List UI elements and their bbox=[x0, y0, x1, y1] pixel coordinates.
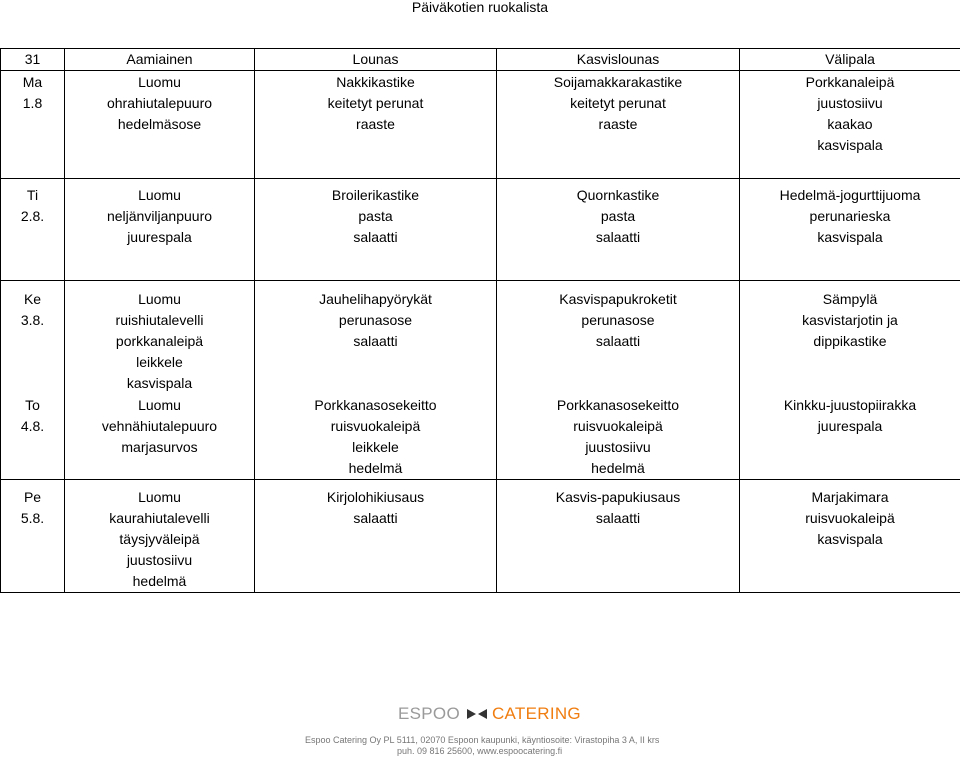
menu-item: kasvispala bbox=[817, 137, 883, 153]
menu-item: juurespala bbox=[127, 229, 192, 245]
menu-item: Kirjolohikiusaus bbox=[326, 489, 425, 505]
menu-day-row bbox=[1, 71, 960, 179]
menu-item: Porkkanasosekeitto bbox=[556, 397, 680, 413]
footer-address bbox=[305, 735, 665, 757]
aamiainen-cell bbox=[65, 394, 255, 480]
menu-item: hedelmäsose bbox=[117, 116, 202, 132]
menu-item: Sämpylä bbox=[822, 291, 878, 307]
menu-item: Jauhelihapyörykät bbox=[319, 291, 432, 307]
menu-item: leikkele bbox=[352, 439, 399, 455]
menu-item: Luomu bbox=[138, 489, 181, 505]
aamiainen-cell bbox=[65, 480, 255, 593]
lounas-cell bbox=[255, 179, 497, 281]
menu-item: porkkanaleipä bbox=[115, 333, 204, 349]
day-label: 4.8. bbox=[20, 418, 45, 434]
valipala-cell bbox=[740, 394, 960, 480]
day-cell bbox=[1, 281, 65, 395]
menu-item: marjasurvos bbox=[121, 439, 198, 455]
day-cell bbox=[1, 394, 65, 480]
menu-item: hedelmä bbox=[348, 460, 403, 476]
menu-item: Luomu bbox=[138, 74, 181, 90]
menu-item: salaatti bbox=[595, 510, 641, 526]
day-label: 1.8 bbox=[22, 95, 43, 111]
menu-item: Luomu bbox=[138, 187, 181, 203]
lounas-cell bbox=[255, 480, 497, 593]
menu-item: ruisvuokaleipä bbox=[805, 510, 895, 526]
menu-item: hedelmä bbox=[132, 573, 187, 589]
menu-item: salaatti bbox=[353, 229, 398, 245]
menu-item: hedelmä bbox=[591, 460, 645, 476]
menu-day-row bbox=[1, 281, 960, 395]
lounas-cell bbox=[255, 71, 497, 179]
day-label: Ma bbox=[22, 74, 43, 90]
menu-item: salaatti bbox=[595, 333, 641, 349]
menu-item: Porkkanasosekeitto bbox=[314, 397, 437, 413]
kasvislounas-cell bbox=[497, 394, 740, 480]
day-cell bbox=[1, 179, 65, 281]
valipala-cell bbox=[740, 179, 960, 281]
menu-item: ruisvuokaleipä bbox=[573, 418, 663, 434]
menu-item: salaatti bbox=[353, 510, 398, 526]
menu-item: Luomu bbox=[138, 397, 181, 413]
menu-item: dippikastike bbox=[813, 333, 887, 349]
kasvislounas-cell bbox=[497, 179, 740, 281]
logo-catering-text: CATERING bbox=[491, 704, 581, 723]
menu-item: neljänviljanpuuro bbox=[106, 208, 213, 224]
menu-item: perunarieska bbox=[809, 208, 891, 224]
aamiainen-cell bbox=[65, 179, 255, 281]
day-label: Ti bbox=[26, 187, 39, 203]
aamiainen-cell bbox=[65, 71, 255, 179]
day-cell bbox=[1, 480, 65, 593]
page-title: Päiväkotien ruokalista bbox=[411, 0, 549, 15]
day-label: Ke bbox=[23, 291, 42, 307]
menu-item: ruisvuokaleipä bbox=[330, 418, 421, 434]
menu-item: perunasose bbox=[581, 312, 655, 328]
menu-item: vehnähiutalepuuro bbox=[101, 418, 218, 434]
espoo-catering-logo bbox=[398, 703, 581, 725]
menu-item: kasvispala bbox=[126, 375, 193, 391]
menu-item: ohrahiutalepuuro bbox=[106, 95, 213, 111]
menu-item: leikkele bbox=[136, 354, 183, 370]
day-label: 5.8. bbox=[20, 510, 45, 526]
kasvislounas-cell bbox=[497, 71, 740, 179]
day-label: Pe bbox=[23, 489, 42, 505]
menu-item: kasvispala bbox=[817, 229, 883, 245]
menu-item: Soijamakkarakastike bbox=[553, 74, 683, 90]
menu-item: juustosiivu bbox=[817, 95, 883, 111]
day-label: To bbox=[25, 397, 40, 413]
menu-item: salaatti bbox=[353, 333, 398, 349]
aamiainen-cell bbox=[65, 281, 255, 395]
day-label: 2.8. bbox=[20, 208, 45, 224]
menu-item: kasvispala bbox=[817, 531, 883, 547]
menu-item: Kinkku-juustopiirakka bbox=[783, 397, 917, 413]
kasvislounas-cell bbox=[497, 281, 740, 395]
lounas-cell bbox=[255, 281, 497, 395]
day-cell bbox=[1, 71, 65, 179]
day-label: 3.8. bbox=[20, 312, 45, 328]
menu-item: kaurahiutalevelli bbox=[109, 510, 210, 526]
menu-item: salaatti bbox=[595, 229, 641, 245]
menu-item: juustosiivu bbox=[126, 552, 193, 568]
menu-item: kaakao bbox=[827, 116, 873, 132]
menu-item: keitetyt perunat bbox=[327, 95, 424, 111]
menu-item: raaste bbox=[598, 116, 638, 132]
valipala-cell bbox=[740, 480, 960, 593]
valipala-cell bbox=[740, 281, 960, 395]
lounas-cell bbox=[255, 394, 497, 480]
menu-item: juustosiivu bbox=[585, 439, 651, 455]
menu-item: pasta bbox=[600, 208, 636, 224]
header-lounas: Lounas bbox=[255, 49, 497, 71]
menu-item: Kasvispapukroketit bbox=[559, 291, 677, 307]
menu-item: Kasvis-papukiusaus bbox=[555, 489, 681, 505]
kasvislounas-cell bbox=[497, 480, 740, 593]
header-aamiainen: Aamiainen bbox=[65, 49, 255, 71]
menu-item: kasvistarjotin ja bbox=[802, 312, 898, 328]
valipala-cell bbox=[740, 71, 960, 179]
menu-item: perunasose bbox=[338, 312, 413, 328]
menu-item: Broilerikastike bbox=[331, 187, 420, 203]
menu-item: pasta bbox=[358, 208, 393, 224]
menu-item: Nakkikastike bbox=[336, 74, 415, 90]
menu-item: täysjyväleipä bbox=[119, 531, 200, 547]
menu-header-row bbox=[1, 49, 960, 71]
footer-address-line1: Espoo Catering Oy PL 5111, 02070 Espoon kaupunki, käyntiosoite: Virastopiha 3 A, II krs bbox=[305, 735, 660, 745]
header-kasvislounas: Kasvislounas bbox=[497, 49, 740, 71]
menu-day-row bbox=[1, 179, 960, 281]
menu-item: Hedelmä-jogurttijuoma bbox=[779, 187, 921, 203]
menu-item: Quornkastike bbox=[576, 187, 660, 203]
menu-item: keitetyt perunat bbox=[570, 95, 666, 111]
bowtie-logo-icon bbox=[466, 707, 488, 721]
menu-day-row bbox=[1, 394, 960, 480]
footer-address-line2: puh. 09 816 25600, www.espoocatering.fi bbox=[397, 746, 563, 756]
menu-item: Luomu bbox=[138, 291, 181, 307]
menu-table bbox=[0, 48, 960, 593]
menu-item: Marjakimara bbox=[811, 489, 889, 505]
menu-item: ruishiutalevelli bbox=[115, 312, 204, 328]
menu-item: raaste bbox=[356, 116, 395, 132]
header-valipala: Välipala bbox=[740, 49, 960, 71]
menu-item: Porkkanaleipä bbox=[805, 74, 895, 90]
logo-espoo-text: ESPOO bbox=[398, 704, 460, 723]
menu-item: juurespala bbox=[817, 418, 883, 434]
week-number: 31 bbox=[1, 49, 65, 71]
menu-day-row bbox=[1, 480, 960, 593]
